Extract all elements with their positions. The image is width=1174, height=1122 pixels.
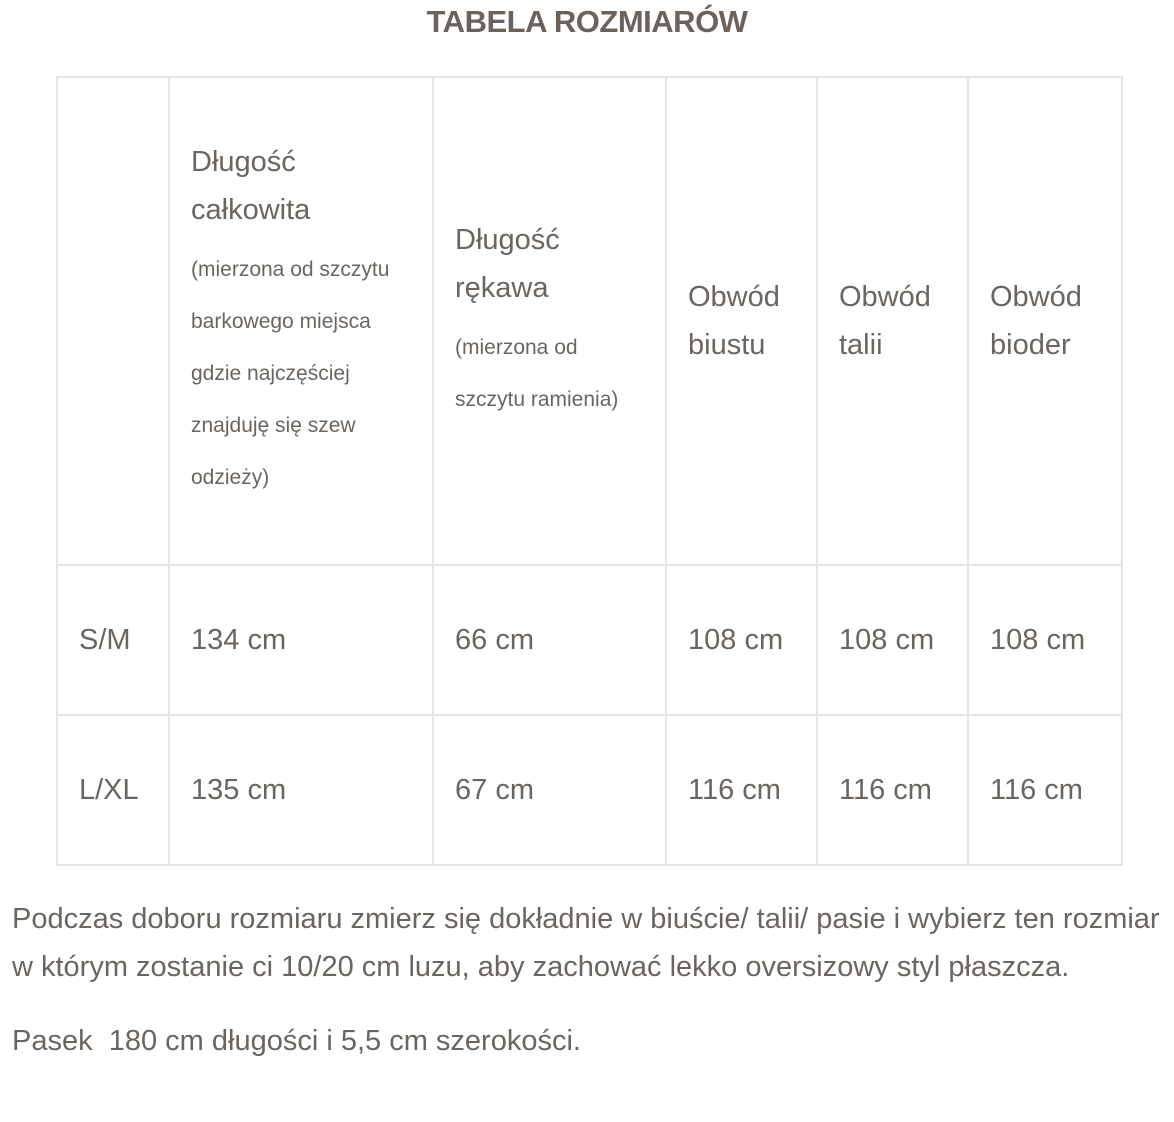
header-label: Długość całkowita [191,146,311,226]
header-cell-bust [666,77,817,565]
sleeve-length-cell: 67 cm [433,715,666,865]
header-cell-empty [57,77,169,565]
size-cell: S/M [57,565,169,715]
header-note: (mierzona od szczytu barkowego miejsca gdzie najczęściej znajduję się szew odzieży) [191,258,390,489]
total-length-cell: 134 cm [169,565,433,715]
header-cell-sleeve-length [433,77,666,565]
bust-cell: 116 cm [666,715,817,865]
sleeve-length-cell: 66 cm [433,565,666,715]
header-cell-waist [817,77,968,565]
page-title: TABELA ROZMIARÓW [426,4,748,39]
bust-cell: 108 cm [666,565,817,715]
table-header-row [57,77,1122,565]
belt-info-paragraph: Pasek 180 cm długości i 5,5 cm szerokości. [12,1025,581,1057]
header-cell-hips [968,77,1122,565]
header-label: Długość rękawa [455,224,560,304]
sizing-advice-paragraph: Podczas doboru rozmiaru zmierz się dokładnie w biuście/ talii/ pasie i wybierz ten rozmiar w którym zostanie ci 10/20 cm luzu, aby zachować lekko oversizowy styl płaszcza. [12,903,1160,983]
table-row [57,565,1122,715]
size-notes [12,895,1162,1065]
hips-cell: 116 cm [968,715,1122,865]
hips-cell: 108 cm [968,565,1122,715]
waist-cell: 108 cm [817,565,968,715]
header-label: Obwód talii [839,281,931,361]
total-length-cell: 135 cm [169,715,433,865]
header-label: Obwód bioder [990,281,1082,361]
waist-cell: 116 cm [817,715,968,865]
header-cell-total-length [169,77,433,565]
size-table [56,76,1123,866]
header-note: (mierzona od szczytu ramienia) [455,336,619,411]
table-row [57,715,1122,865]
size-cell: L/XL [57,715,169,865]
header-label: Obwód biustu [688,281,780,361]
